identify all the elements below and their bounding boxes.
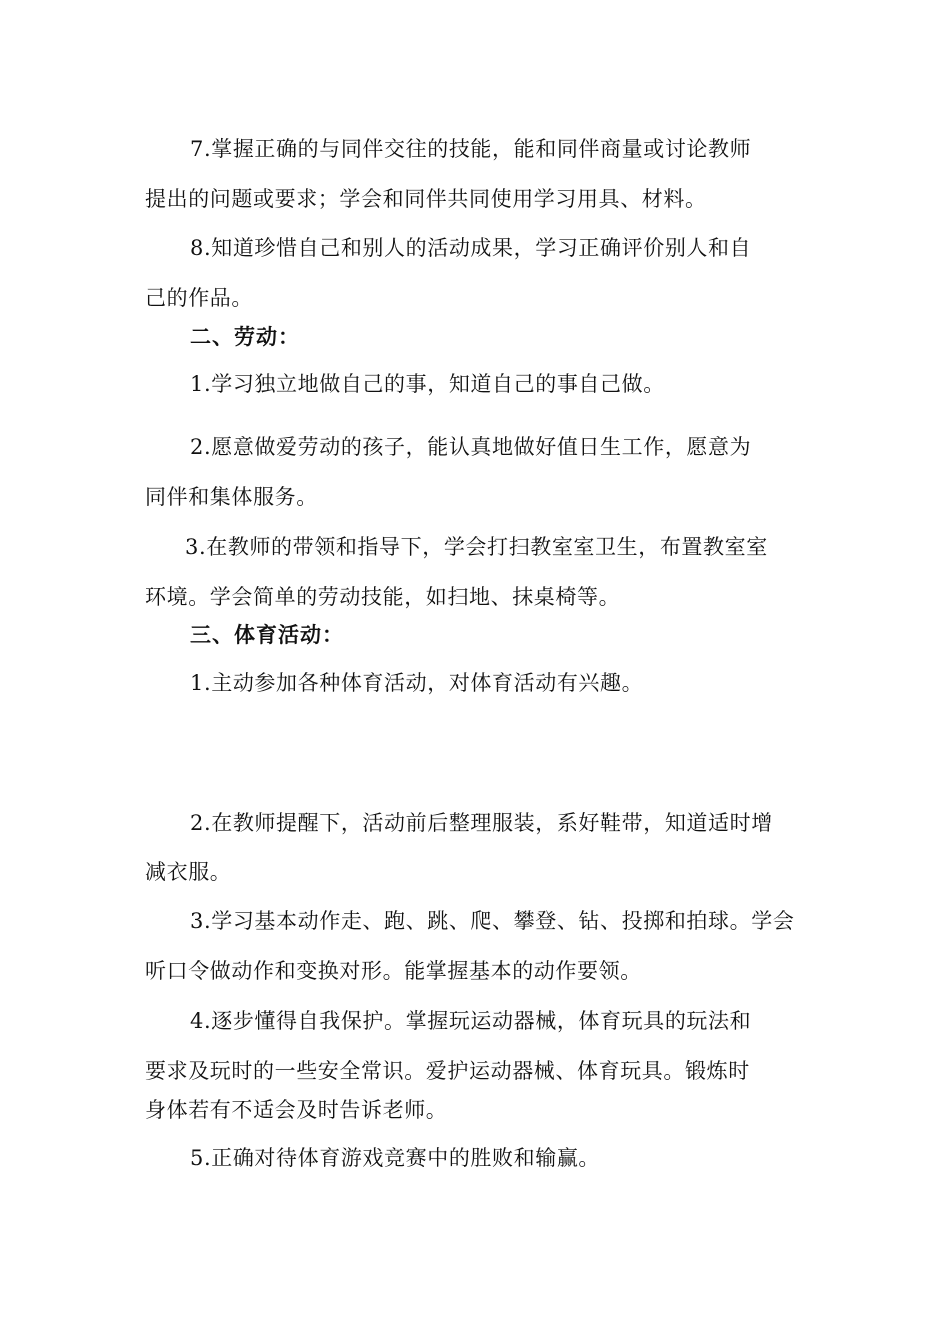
paragraph-line: 听口令做动作和变换对形。能掌握基本的动作要领。 — [145, 959, 642, 983]
paragraph-line: 2.在教师提醒下，活动前后整理服装，系好鞋带，知道适时增 — [190, 811, 773, 835]
paragraph-line: 减衣服。 — [145, 860, 232, 884]
paragraph-line: 1.主动参加各种体育活动，对体育活动有兴趣。 — [190, 671, 644, 695]
paragraph-line: 3.在教师的带领和指导下，学会打扫教室室卫生，布置教室室 — [185, 535, 768, 559]
paragraph-line: 身体若有不适会及时告诉老师。 — [145, 1098, 448, 1122]
paragraph-line: 2.愿意做爱劳动的孩子，能认真地做好值日生工作，愿意为 — [190, 435, 752, 459]
section-heading-labor: 二、劳动： — [190, 324, 300, 349]
paragraph-line: 同伴和集体服务。 — [145, 485, 318, 509]
paragraph-line: 4.逐步懂得自我保护。掌握玩运动器械，体育玩具的玩法和 — [190, 1009, 752, 1033]
paragraph-line: 7.掌握正确的与同伴交往的技能，能和同伴商量或讨论教师 — [190, 137, 752, 161]
paragraph-line: 要求及玩时的一些安全常识。爱护运动器械、体育玩具。锻炼时 — [145, 1059, 750, 1083]
paragraph-line: 1.学习独立地做自己的事，知道自己的事自己做。 — [190, 372, 665, 396]
section-heading-sports: 三、体育活动： — [190, 622, 344, 647]
paragraph-line: 8.知道珍惜自己和别人的活动成果，学习正确评价别人和自 — [190, 236, 752, 260]
paragraph-line: 5.正确对待体育游戏竞赛中的胜败和输赢。 — [190, 1146, 601, 1170]
paragraph-line: 提出的问题或要求；学会和同伴共同使用学习用具、材料。 — [145, 187, 707, 211]
paragraph-line: 环境。学会简单的劳动技能，如扫地、抹桌椅等。 — [145, 585, 621, 609]
paragraph-line: 3.学习基本动作走、跑、跳、爬、攀登、钻、投掷和拍球。学会 — [190, 909, 795, 933]
paragraph-line: 己的作品。 — [145, 286, 253, 310]
